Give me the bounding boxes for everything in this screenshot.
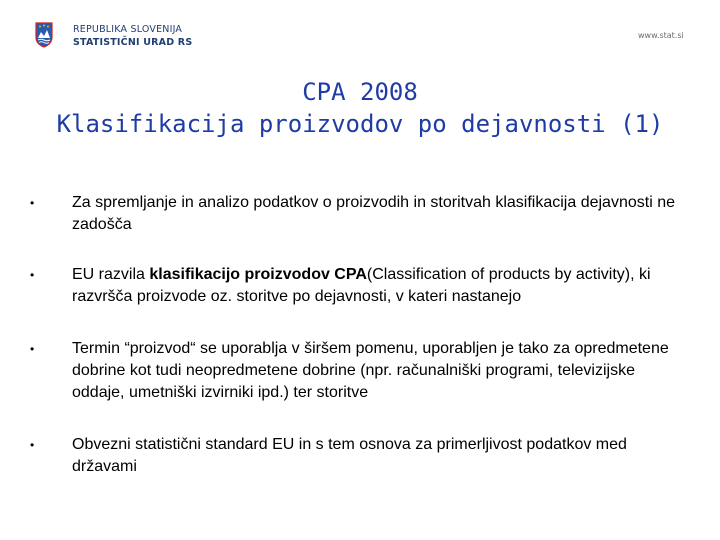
bullet-text-before: EU razvila (72, 266, 150, 283)
bullet-text: Termin “proizvod“ se uporablja v širšem pomenu, uporabljen je tako za opredmetene dobrine kot tudi neopredmetene dobrine (npr. računalniški programi, televizijske oddaje, umetniški izvirniki ipd.) ter storitve (72, 340, 669, 401)
slovenia-coat-of-arms-icon (35, 22, 53, 48)
header (0, 0, 720, 60)
bullet-icon: • (30, 196, 35, 210)
website-url: www.stat.si (638, 31, 684, 40)
bullet-item (30, 338, 680, 404)
bullet-text: Obvezni statistični standard EU in s tem osnova za primerljivost podatkov med državami (72, 436, 627, 475)
bullet-text: Za spremljanje in analizo podatkov o proizvodih in storitvah klasifikacija dejavnosti ne zadošča (72, 194, 675, 233)
bullet-item (30, 264, 680, 308)
bullet-text-after: (Classification of products by activity), ki razvršča proizvode oz. storitve po dejavnosti, v kateri nastanejo (72, 266, 651, 305)
bullet-icon: • (30, 438, 35, 452)
title-line1: CPA 2008 (302, 78, 418, 106)
slide-title (0, 76, 720, 140)
bullet-item (30, 434, 680, 478)
organization-name (73, 23, 192, 49)
bullet-icon: • (30, 268, 35, 282)
title-line2: Klasifikacija proizvodov po dejavnosti (1) (56, 110, 664, 138)
bullet-text-bold: klasifikacijo proizvodov CPA (149, 266, 367, 283)
bullet-item (30, 192, 680, 236)
bullet-icon: • (30, 342, 35, 356)
org-line2: STATISTIČNI URAD RS (73, 37, 193, 48)
org-line1: REPUBLIKA SLOVENIJA (73, 24, 183, 35)
